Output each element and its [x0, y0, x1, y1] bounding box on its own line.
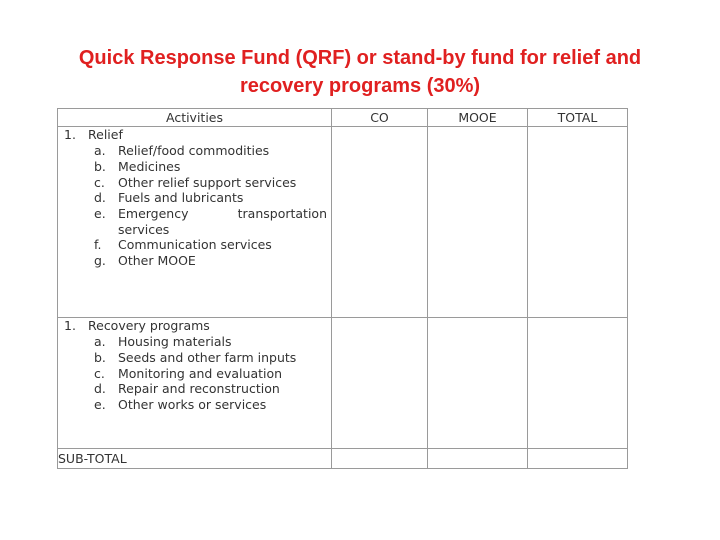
- title-line-1: Quick Response Fund (QRF) or stand-by fund for relief and: [78, 47, 642, 69]
- list-item: d. Repair and reconstruction: [94, 381, 280, 397]
- relief-items-list: [58, 143, 331, 222]
- recovery-items-list: [58, 334, 331, 413]
- list-item: f. Communication services: [94, 236, 272, 252]
- relief-items-list-cont: [58, 237, 331, 269]
- list-item: b. Seeds and other farm inputs: [94, 349, 297, 365]
- subtotal-mooe-cell[interactable]: [428, 449, 528, 469]
- recovery-label: Recovery programs: [88, 318, 210, 333]
- relief-activities-cell: [58, 127, 332, 318]
- table-header-row: [58, 109, 628, 127]
- list-item: g. Other MOOE: [94, 252, 196, 268]
- recovery-section-row: [58, 318, 628, 449]
- subtotal-row: [58, 449, 628, 469]
- recovery-mooe-cell[interactable]: [428, 318, 528, 449]
- relief-co-cell[interactable]: [332, 127, 428, 318]
- recovery-number: 1.: [64, 318, 76, 333]
- header-activities: Activities: [58, 109, 332, 127]
- subtotal-co-cell[interactable]: [332, 449, 428, 469]
- list-item: e. Emergency transportation: [94, 206, 327, 222]
- relief-mooe-cell[interactable]: [428, 127, 528, 318]
- recovery-activities-cell: [58, 318, 332, 449]
- list-item: e. Other works or services: [94, 397, 267, 413]
- list-item: c. Other relief support services: [94, 174, 297, 190]
- relief-number: 1.: [64, 127, 76, 142]
- title-line-2: recovery programs (30%): [239, 75, 481, 97]
- list-item: b. Medicines: [94, 158, 181, 174]
- list-item: c. Monitoring and evaluation: [94, 365, 283, 381]
- list-item: a. Housing materials: [94, 334, 232, 349]
- subtotal-total-cell[interactable]: [528, 449, 628, 469]
- recovery-co-cell[interactable]: [332, 318, 428, 449]
- fund-table: [57, 108, 628, 469]
- header-co: CO: [332, 109, 428, 127]
- relief-section-row: [58, 127, 628, 318]
- list-item-continuation: services: [118, 221, 170, 237]
- list-item: d. Fuels and lubricants: [94, 190, 244, 206]
- recovery-total-cell[interactable]: [528, 318, 628, 449]
- relief-label: Relief: [88, 127, 123, 142]
- recovery-heading: [58, 318, 331, 334]
- header-total: TOTAL: [528, 109, 628, 127]
- header-mooe: MOOE: [428, 109, 528, 127]
- relief-heading: [58, 127, 331, 143]
- list-item: a. Relief/food commodities: [94, 143, 270, 158]
- relief-total-cell[interactable]: [528, 127, 628, 318]
- document-title: [40, 44, 680, 100]
- subtotal-label: SUB-TOTAL: [58, 449, 332, 469]
